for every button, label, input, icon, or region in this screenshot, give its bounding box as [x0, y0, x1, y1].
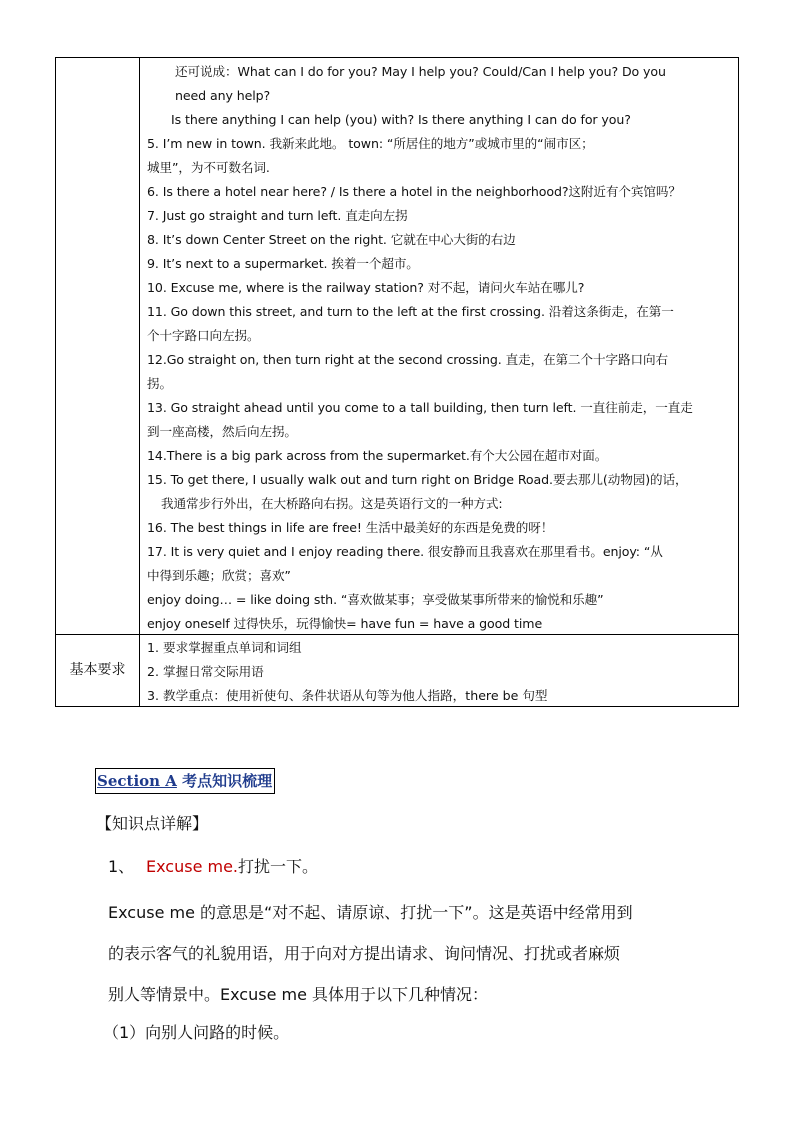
- content-line: 8. It’s down Center Street on the right. 它就在中心大街的右边: [147, 232, 516, 247]
- item-number: 1、: [108, 857, 135, 876]
- requirements-label: 基本要求: [69, 662, 126, 678]
- content-line: enjoy doing… = like doing sth. “喜欢做某事；享受做某事所带来的愉悦和乐趣”: [147, 592, 604, 607]
- content-line: 12.Go straight on, then turn right at the second crossing. 直走，在第二个十字路口向右: [147, 352, 669, 367]
- paragraph-line: 别人等情景中。Excuse me 具体用于以下几种情况：: [108, 985, 489, 1004]
- requirement-item: 2. 掌握日常交际用语: [147, 664, 264, 679]
- requirement-item: 1. 要求掌握重点单词和词组: [147, 640, 302, 655]
- knowledge-table: [55, 57, 739, 707]
- content-line: 拐。: [147, 376, 172, 391]
- paragraph-line: Excuse me 的意思是“对不起、请原谅、打扰一下”。这是英语中经常用到: [108, 903, 633, 922]
- content-line: 5. I’m new in town. 我新来此地。 town: “所居住的地方”或城市里的“闹市区；: [147, 136, 594, 151]
- content-line: Is there anything I can help (you) with? Is there anything I can do for you?: [171, 112, 631, 127]
- section-title-en: Section A: [97, 772, 177, 790]
- content-line: 城里”，为不可数名词.: [147, 160, 270, 175]
- content-line: 10. Excuse me, where is the railway station? 对不起，请问火车站在哪儿?: [147, 280, 585, 295]
- content-cell: [147, 60, 732, 636]
- requirements-cell: [147, 636, 548, 708]
- content-line: 13. Go straight ahead until you come to a tall building, then turn left. 一直往前走，一直走: [147, 400, 693, 415]
- content-line: 9. It’s next to a supermarket. 挨着一个超市。: [147, 256, 419, 271]
- paragraph-line: 的表示客气的礼貌用语，用于向对方提出请求、询问情况、打扰或者麻烦: [108, 944, 621, 963]
- explanation-paragraph: [108, 892, 708, 1015]
- sub-item: （1）向别人问路的时候。: [103, 1023, 290, 1042]
- content-line: 14.There is a big park across from the supermarket.有个大公园在超市对面。: [147, 448, 608, 463]
- knowledge-item: [108, 854, 318, 877]
- item-phrase: Excuse me.: [146, 857, 239, 876]
- content-line: 17. It is very quiet and I enjoy reading there. 很安静而且我喜欢在那里看书。enjoy: “从: [147, 544, 663, 559]
- content-line: 11. Go down this street, and turn to the left at the first crossing. 沿着这条街走，在第一: [147, 304, 674, 319]
- content-line: 中得到乐趣；欣赏；喜欢”: [147, 568, 291, 583]
- content-line: 16. The best things in life are free! 生活中最美好的东西是免费的呀！: [147, 520, 554, 535]
- section-title-zh: 考点知识梳理: [176, 772, 273, 790]
- content-line: need any help?: [175, 88, 271, 103]
- content-line: 还可说成：What can I do for you? May I help you? Could/Can I help you? Do you: [175, 64, 666, 79]
- content-line: 15. To get there, I usually walk out and turn right on Bridge Road.要去那儿(动物园)的话，: [147, 472, 688, 487]
- knowledge-heading: 【知识点详解】: [96, 814, 209, 833]
- item-meaning: 打扰一下。: [238, 857, 319, 876]
- content-line: 我通常步行外出，在大桥路向右拐。这是英语行文的一种方式:: [161, 496, 503, 511]
- content-line: 7. Just go straight and turn left. 直走向左拐: [147, 208, 408, 223]
- content-line: 到一座高楼，然后向左拐。: [147, 424, 297, 439]
- content-line: 6. Is there a hotel near here? / Is there a hotel in the neighborhood?这附近有个宾馆吗？: [147, 184, 681, 199]
- content-line: 个十字路口向左拐。: [147, 328, 260, 343]
- section-title: [95, 768, 275, 794]
- content-line: enjoy oneself 过得快乐，玩得愉快= have fun = have a good time: [147, 616, 543, 631]
- requirement-item: 3. 教学重点：使用祈使句、条件状语从句等为他人指路，there be 句型: [147, 688, 548, 703]
- table-column-divider: [139, 58, 140, 706]
